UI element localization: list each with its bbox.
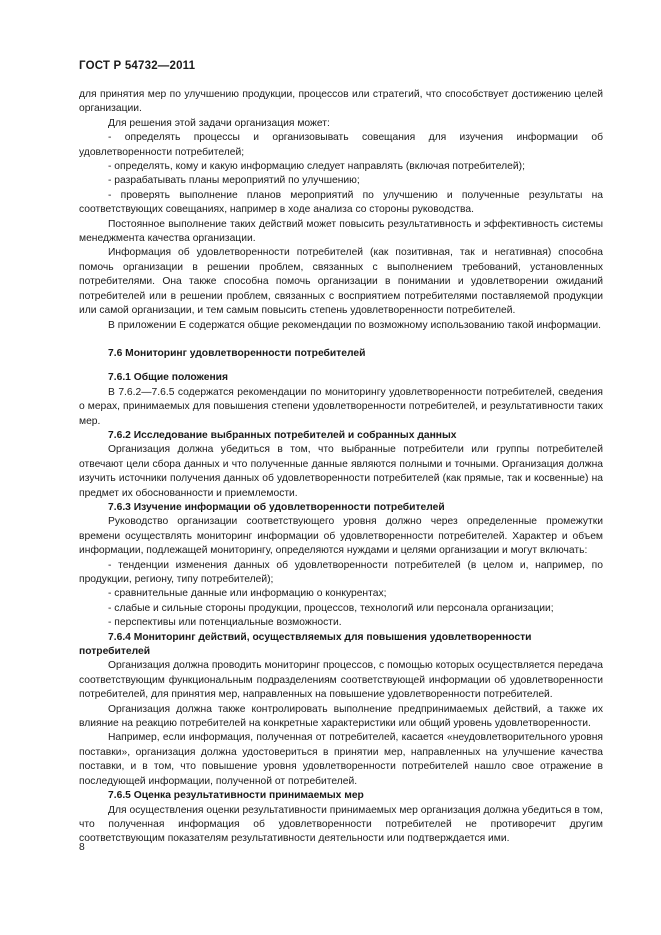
paragraph: Информация об удовлетворенности потребителей (как позитивная, так и негативная) способна помочь организации в решении проблем, связанных с выполнением требований, установленных потребителями. Она также способна помочь организации в понимании и удовлетворении ожиданий потребителей или в решении проблем, связанных с восприятием потребителями поставляемой продукции или самой организации, и тем самым повысить степень удовлетворенности потребителей. xyxy=(79,247,603,317)
paragraph: Для осуществления оценки результативности принимаемых мер организация должна убедиться в том, что полученная информация об удовлетворенности потребителей не противоречит другим соответствующим показателям результативности деятельности или подтверждается ими. xyxy=(79,804,603,845)
list-item: - проверять выполнение планов мероприятий по улучшению и полученные результаты на соответствующих совещаниях, например в ходе анализа со стороны руководства. xyxy=(79,189,603,216)
list-item: - разрабатывать планы мероприятий по улучшению; xyxy=(108,175,360,187)
document-body xyxy=(79,88,603,847)
paragraph: Постоянное выполнение таких действий может повысить результативность и эффективность системы менеджмента качества организации. xyxy=(79,218,603,245)
subsection-heading: 7.6.2 Исследование выбранных потребителей и собранных данных xyxy=(108,429,457,441)
list-item: - перспективы или потенциальные возможности. xyxy=(108,617,342,629)
document-header: ГОСТ Р 54732—2011 xyxy=(79,60,196,72)
paragraph: Например, если информация, полученная от потребителей, касается «неудовлетворительного уровня поставки», организация должна удостовериться в принятии мер, направленных на улучшение качества поставки, и в том, что повышение уровня удовлетворенности потребителей нашло свое отражение в последующей информации, полученной от потребителей. xyxy=(79,732,603,787)
page-number: 8 xyxy=(79,842,85,853)
paragraph: Для решения этой задачи организация может: xyxy=(108,117,330,129)
paragraph: В приложении Е содержатся общие рекомендации по возможному использованию такой информации. xyxy=(108,319,601,331)
paragraph: для принятия мер по улучшению продукции, процессов или стратегий, что способствует достижению целей организации. xyxy=(79,89,603,115)
subsection-heading: 7.6.4 Мониторинг действий, осуществляемых для повышения удовлетворенности потребителей xyxy=(79,631,532,658)
paragraph: Организация должна также контролировать выполнение предпринимаемых действий, а также их влияние на реакцию потребителей на конкретные характеристики или общий уровень удовлетворенности. xyxy=(79,703,603,730)
paragraph: Организация должна убедиться в том, что выбранные потребители или группы потребителей отвечают цели сбора данных и что полученные данные являются полными и точными. Организация должна изучить источники получения данных об удовлетворенности потребителей (как прямые, так и косвенные) на предмет их обоснованности и приемлемости. xyxy=(79,444,603,499)
section-heading: 7.6 Мониторинг удовлетворенности потребителей xyxy=(108,347,366,359)
subsection-heading: 7.6.3 Изучение информации об удовлетворенности потребителей xyxy=(108,501,445,513)
paragraph: В 7.6.2—7.6.5 содержатся рекомендации по мониторингу удовлетворенности потребителей, сведения о мерах, принимаемых для повышения степени удовлетворенности потребителей, и результативности таких мер. xyxy=(79,386,603,427)
list-item: - определять, кому и какую информацию следует направлять (включая потребителей); xyxy=(108,161,525,173)
list-item: - тенденции изменения данных об удовлетворенности потребителей (в целом и, например, по продукции, региону, типу потребителей); xyxy=(79,559,603,585)
subsection-heading: 7.6.5 Оценка результативности принимаемых мер xyxy=(108,790,364,802)
list-item: - сравнительные данные или информацию о конкурентах; xyxy=(108,588,387,600)
paragraph: Организация должна проводить мониторинг процессов, с помощью которых осуществляется передача соответствующим функциональным подразделениям соответствующей информации об удовлетворенности потребителей, для принятия мер, направленных на повышение удовлетворенности потребителей. xyxy=(79,660,603,701)
list-item: - слабые и сильные стороны продукции, процессов, технологий или персонала организации; xyxy=(108,602,554,614)
list-item: - определять процессы и организовывать совещания для изучения информации об удовлетворенности потребителей; xyxy=(79,132,603,158)
subsection-heading: 7.6.1 Общие положения xyxy=(108,372,228,384)
paragraph: Руководство организации соответствующего уровня должно через определенные промежутки времени осуществлять мониторинг информации об удовлетворенности потребителей. Характер и объем информации, подлежащей мониторингу, определяются нуждами и целями организации и могут включать: xyxy=(79,516,603,557)
